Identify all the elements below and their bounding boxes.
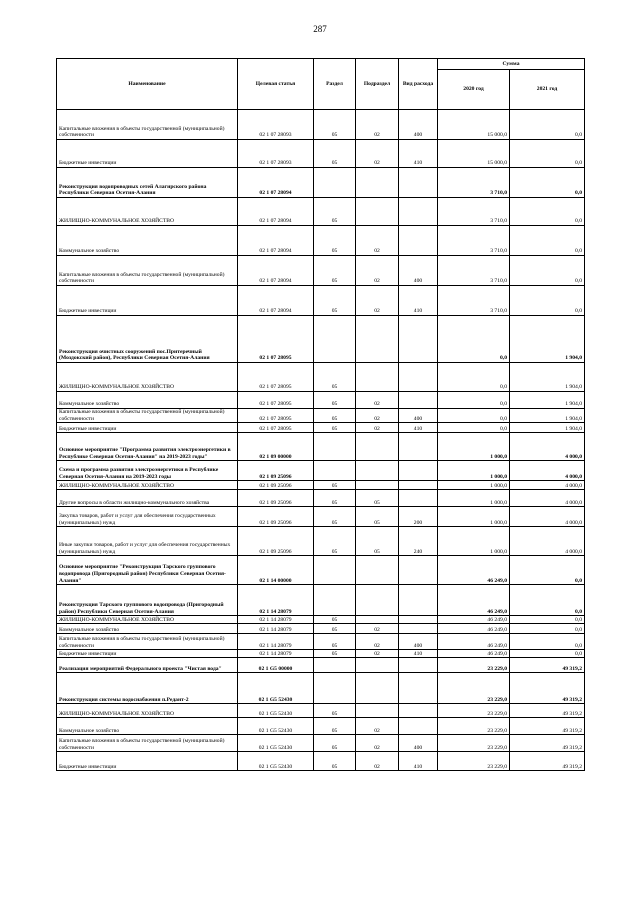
row-subsection <box>356 616 399 624</box>
row-name: Бюджетные инвестиции <box>57 423 238 433</box>
row-code: 02 1 07 28094 <box>238 198 314 226</box>
row-subsection <box>356 433 399 461</box>
row-code: 02 1 G5 52430 <box>238 718 314 735</box>
header-sum: Сумма <box>438 59 585 70</box>
row-2021: 49 319,2 <box>510 673 585 704</box>
table-row <box>57 527 585 556</box>
table-body <box>57 110 585 771</box>
row-subsection <box>356 316 399 363</box>
row-2021: 1 904,0 <box>510 409 585 423</box>
table-row <box>57 616 585 624</box>
row-2021: 0,0 <box>510 650 585 658</box>
row-code: 02 1 09 25096 <box>238 507 314 527</box>
row-expense-type <box>399 704 438 718</box>
row-2021: 49 319,2 <box>510 718 585 735</box>
table-row <box>57 650 585 658</box>
row-name: Бюджетные инвестиции <box>57 286 238 316</box>
row-section: 05 <box>314 718 356 735</box>
table-row <box>57 490 585 507</box>
row-2020: 15 000,0 <box>438 140 510 168</box>
row-expense-type <box>399 718 438 735</box>
row-name: Реконструкция очистных сооружений пос.Притеречный (Моздокский район), Республики Северная Осетия-Алания <box>57 316 238 363</box>
row-code: 02 1 07 28095 <box>238 363 314 392</box>
row-2020: 23 229,0 <box>438 735 510 752</box>
row-name: Капитальные вложения в объекты государственной (муниципальной) собственности <box>57 409 238 423</box>
row-2020: 0,0 <box>438 316 510 363</box>
row-section: 05 <box>314 226 356 256</box>
row-2020: 0,0 <box>438 392 510 409</box>
row-expense-type: 410 <box>399 286 438 316</box>
row-code: 02 1 07 28095 <box>238 423 314 433</box>
row-subsection: 02 <box>356 226 399 256</box>
row-section: 05 <box>314 650 356 658</box>
row-2020: 0,0 <box>438 423 510 433</box>
row-section <box>314 461 356 481</box>
row-code: 02 1 07 28094 <box>238 286 314 316</box>
row-expense-type <box>399 624 438 634</box>
row-2020: 1 000,0 <box>438 481 510 490</box>
header-subsection: Подраздел <box>356 59 399 110</box>
row-subsection <box>356 556 399 585</box>
row-name: Капитальные вложения в объекты государственной (муниципальной) собственности <box>57 735 238 752</box>
row-code: 02 1 07 28094 <box>238 256 314 286</box>
row-subsection: 02 <box>356 650 399 658</box>
row-expense-type: 410 <box>399 140 438 168</box>
row-code: 02 1 14 00000 <box>238 556 314 585</box>
row-2021: 0,0 <box>510 198 585 226</box>
row-section: 05 <box>314 735 356 752</box>
row-2021: 1 904,0 <box>510 423 585 433</box>
row-code: 02 1 07 28095 <box>238 316 314 363</box>
row-2021: 4 000,0 <box>510 481 585 490</box>
row-name: ЖИЛИЩНО-КОММУНАЛЬНОЕ ХОЗЯЙСТВО <box>57 363 238 392</box>
table-row <box>57 461 585 481</box>
header-2021: 2021 год <box>510 70 585 110</box>
row-section <box>314 585 356 616</box>
row-name: Коммунальное хозяйство <box>57 718 238 735</box>
row-expense-type <box>399 556 438 585</box>
header-expense-type: Вид расхода <box>399 59 438 110</box>
row-2020: 3 710,0 <box>438 256 510 286</box>
row-2021: 0,0 <box>510 110 585 140</box>
row-section: 05 <box>314 752 356 771</box>
row-expense-type <box>399 392 438 409</box>
header-name: Наименование <box>57 59 238 110</box>
row-section <box>314 168 356 198</box>
row-section <box>314 433 356 461</box>
row-name: Реконструкция Тарского группового водопровода (Пригородный район) Республики Северная Осетия-Алания <box>57 585 238 616</box>
row-expense-type <box>399 481 438 490</box>
table-row <box>57 673 585 704</box>
row-name: Другие вопросы в области жилищно-коммунального хозяйства <box>57 490 238 507</box>
row-2021: 4 000,0 <box>510 461 585 481</box>
row-expense-type <box>399 198 438 226</box>
page-number: 287 <box>313 24 327 34</box>
row-section <box>314 316 356 363</box>
row-2020: 23 229,0 <box>438 704 510 718</box>
row-code: 02 1 G5 52430 <box>238 752 314 771</box>
row-2021: 0,0 <box>510 168 585 198</box>
row-code: 02 1 07 28094 <box>238 168 314 198</box>
row-2020: 1 000,0 <box>438 507 510 527</box>
row-name: Капитальные вложения в объекты государственной (муниципальной) собственности <box>57 634 238 650</box>
table-row <box>57 433 585 461</box>
table-row <box>57 585 585 616</box>
row-2020: 23 229,0 <box>438 718 510 735</box>
row-subsection <box>356 198 399 226</box>
row-2021: 49 319,2 <box>510 704 585 718</box>
row-subsection: 02 <box>356 256 399 286</box>
row-section: 05 <box>314 256 356 286</box>
row-code: 02 1 14 28079 <box>238 616 314 624</box>
row-2020: 0,0 <box>438 363 510 392</box>
row-subsection <box>356 481 399 490</box>
table-row <box>57 409 585 423</box>
row-name: Реконструкция водопроводных сетей Алагирского района Республики Северная Осетия-Алания <box>57 168 238 198</box>
row-section <box>314 673 356 704</box>
row-subsection <box>356 363 399 392</box>
row-section <box>314 658 356 673</box>
row-expense-type: 410 <box>399 423 438 433</box>
row-name: Иные закупки товаров, работ и услуг для обеспечения государственных (муниципальных) нужд <box>57 527 238 556</box>
row-expense-type <box>399 226 438 256</box>
row-2021: 0,0 <box>510 226 585 256</box>
row-section: 05 <box>314 392 356 409</box>
row-2020: 1 000,0 <box>438 433 510 461</box>
row-2020: 46 249,0 <box>438 624 510 634</box>
row-2021: 0,0 <box>510 634 585 650</box>
row-section: 05 <box>314 140 356 168</box>
row-2020: 3 710,0 <box>438 226 510 256</box>
row-subsection <box>356 461 399 481</box>
row-name: Основное мероприятие "Программа развития электроэнергетики в Республике Северная Осетия-Алания" на 2019-2023 годы" <box>57 433 238 461</box>
row-code: 02 1 07 28093 <box>238 140 314 168</box>
row-2020: 1 000,0 <box>438 527 510 556</box>
row-2021: 1 904,0 <box>510 363 585 392</box>
table-row <box>57 634 585 650</box>
row-2021: 1 904,0 <box>510 316 585 363</box>
row-subsection: 02 <box>356 735 399 752</box>
row-2020: 23 229,0 <box>438 673 510 704</box>
row-expense-type <box>399 658 438 673</box>
row-subsection: 02 <box>356 752 399 771</box>
row-2021: 0,0 <box>510 556 585 585</box>
row-section: 05 <box>314 527 356 556</box>
table-row <box>57 226 585 256</box>
row-2021: 0,0 <box>510 140 585 168</box>
row-section: 05 <box>314 286 356 316</box>
row-subsection: 02 <box>356 286 399 316</box>
table-row <box>57 140 585 168</box>
row-name: Капитальные вложения в объекты государственной (муниципальной) собственности <box>57 256 238 286</box>
row-2020: 23 229,0 <box>438 658 510 673</box>
row-code: 02 1 07 28095 <box>238 409 314 423</box>
row-section: 05 <box>314 409 356 423</box>
row-expense-type: 410 <box>399 752 438 771</box>
row-expense-type <box>399 616 438 624</box>
row-subsection <box>356 673 399 704</box>
row-subsection <box>356 168 399 198</box>
table-row <box>57 316 585 363</box>
row-section: 05 <box>314 624 356 634</box>
row-code: 02 1 G5 52430 <box>238 735 314 752</box>
row-section: 05 <box>314 507 356 527</box>
row-2020: 1 000,0 <box>438 490 510 507</box>
row-section: 05 <box>314 490 356 507</box>
row-2021: 1 904,0 <box>510 392 585 409</box>
row-name: Бюджетные инвестиции <box>57 140 238 168</box>
row-subsection: 02 <box>356 634 399 650</box>
row-subsection <box>356 704 399 718</box>
row-subsection: 02 <box>356 423 399 433</box>
row-expense-type: 400 <box>399 256 438 286</box>
row-code: 02 1 14 28079 <box>238 585 314 616</box>
row-2020: 3 710,0 <box>438 198 510 226</box>
row-2020: 23 229,0 <box>438 752 510 771</box>
row-2021: 4 000,0 <box>510 507 585 527</box>
row-code: 02 1 07 28093 <box>238 110 314 140</box>
row-2021: 0,0 <box>510 286 585 316</box>
row-code: 02 1 09 25096 <box>238 490 314 507</box>
row-section: 05 <box>314 423 356 433</box>
row-code: 02 1 07 28094 <box>238 226 314 256</box>
row-section: 05 <box>314 704 356 718</box>
row-subsection: 02 <box>356 392 399 409</box>
table-row <box>57 556 585 585</box>
row-subsection: 02 <box>356 110 399 140</box>
row-2020: 46 249,0 <box>438 634 510 650</box>
row-2020: 46 249,0 <box>438 585 510 616</box>
row-2021: 0,0 <box>510 256 585 286</box>
row-name: ЖИЛИЩНО-КОММУНАЛЬНОЕ ХОЗЯЙСТВО <box>57 481 238 490</box>
row-name: ЖИЛИЩНО-КОММУНАЛЬНОЕ ХОЗЯЙСТВО <box>57 704 238 718</box>
row-2020: 1 000,0 <box>438 461 510 481</box>
row-2021: 0,0 <box>510 616 585 624</box>
table-row <box>57 507 585 527</box>
row-2021: 49 319,2 <box>510 735 585 752</box>
row-subsection: 02 <box>356 718 399 735</box>
row-expense-type: 400 <box>399 735 438 752</box>
header-section: Раздел <box>314 59 356 110</box>
row-2021: 4 000,0 <box>510 490 585 507</box>
budget-table <box>56 58 585 771</box>
row-subsection: 05 <box>356 490 399 507</box>
row-name: Реконструкция системы водоснабжения п.Редант-2 <box>57 673 238 704</box>
row-expense-type <box>399 316 438 363</box>
row-2021: 0,0 <box>510 624 585 634</box>
row-name: Коммунальное хозяйство <box>57 226 238 256</box>
row-subsection: 05 <box>356 527 399 556</box>
row-subsection: 02 <box>356 140 399 168</box>
row-name: Схема и программа развития электроэнергетики в Республике Северная Осетия-Алания на 2019-2023 годы <box>57 461 238 481</box>
row-name: Бюджетные инвестиции <box>57 650 238 658</box>
row-section: 05 <box>314 616 356 624</box>
row-code: 02 1 09 25096 <box>238 481 314 490</box>
row-code: 02 1 09 25096 <box>238 527 314 556</box>
row-expense-type <box>399 490 438 507</box>
row-subsection: 02 <box>356 624 399 634</box>
row-expense-type: 400 <box>399 110 438 140</box>
row-section: 05 <box>314 363 356 392</box>
table-row <box>57 658 585 673</box>
row-2021: 4 000,0 <box>510 527 585 556</box>
table-row <box>57 423 585 433</box>
table-row <box>57 704 585 718</box>
row-expense-type <box>399 168 438 198</box>
row-2020: 46 249,0 <box>438 616 510 624</box>
table-row <box>57 286 585 316</box>
row-section: 05 <box>314 634 356 650</box>
table-row <box>57 718 585 735</box>
row-2021: 4 000,0 <box>510 433 585 461</box>
table-row <box>57 752 585 771</box>
row-code: 02 1 14 28079 <box>238 624 314 634</box>
table-row <box>57 481 585 490</box>
row-name: ЖИЛИЩНО-КОММУНАЛЬНОЕ ХОЗЯЙСТВО <box>57 198 238 226</box>
table-row <box>57 735 585 752</box>
row-expense-type <box>399 363 438 392</box>
row-2021: 0,0 <box>510 585 585 616</box>
row-expense-type: 410 <box>399 650 438 658</box>
row-name: Бюджетные инвестиции <box>57 752 238 771</box>
row-name: Реализация мероприятий Федерального проекта "Чистая вода" <box>57 658 238 673</box>
row-expense-type <box>399 673 438 704</box>
row-expense-type <box>399 433 438 461</box>
row-name: Коммунальное хозяйство <box>57 392 238 409</box>
row-name: ЖИЛИЩНО-КОММУНАЛЬНОЕ ХОЗЯЙСТВО <box>57 616 238 624</box>
row-section <box>314 556 356 585</box>
row-code: 02 1 G5 52430 <box>238 704 314 718</box>
row-expense-type: 400 <box>399 409 438 423</box>
row-name: Закупка товаров, работ и услуг для обеспечения государственных (муниципальных) нужд <box>57 507 238 527</box>
row-code: 02 1 14 28079 <box>238 650 314 658</box>
row-subsection: 05 <box>356 507 399 527</box>
row-subsection: 02 <box>356 409 399 423</box>
header-2020: 2020 год <box>438 70 510 110</box>
row-name: Коммунальное хозяйство <box>57 624 238 634</box>
table-row <box>57 256 585 286</box>
row-name: Капитальные вложения в объекты государственной (муниципальной) собственности <box>57 110 238 140</box>
row-expense-type: 200 <box>399 507 438 527</box>
row-code: 02 1 09 00000 <box>238 433 314 461</box>
row-expense-type: 240 <box>399 527 438 556</box>
row-code: 02 1 07 28095 <box>238 392 314 409</box>
table-row <box>57 363 585 392</box>
row-section: 05 <box>314 110 356 140</box>
row-code: 02 1 09 25096 <box>238 461 314 481</box>
row-expense-type: 400 <box>399 634 438 650</box>
table-row <box>57 392 585 409</box>
row-expense-type <box>399 461 438 481</box>
row-code: 02 1 G5 00000 <box>238 658 314 673</box>
table-row <box>57 168 585 198</box>
row-2020: 46 249,0 <box>438 556 510 585</box>
row-subsection <box>356 658 399 673</box>
row-section: 05 <box>314 198 356 226</box>
table-row <box>57 110 585 140</box>
row-expense-type <box>399 585 438 616</box>
header-target: Целевая статья <box>238 59 314 110</box>
row-2021: 49 319,2 <box>510 658 585 673</box>
row-2020: 3 710,0 <box>438 286 510 316</box>
row-2020: 46 249,0 <box>438 650 510 658</box>
table-row <box>57 624 585 634</box>
row-subsection <box>356 585 399 616</box>
row-2020: 15 000,0 <box>438 110 510 140</box>
row-name: Основное мероприятие "Реконструкция Тарского группового водопровода (Пригородный район) Республики Северная Осетия-Алания" <box>57 556 238 585</box>
row-code: 02 1 G5 52430 <box>238 673 314 704</box>
row-2020: 0,0 <box>438 409 510 423</box>
row-section: 05 <box>314 481 356 490</box>
table-row <box>57 198 585 226</box>
row-code: 02 1 14 28079 <box>238 634 314 650</box>
row-2021: 49 319,2 <box>510 752 585 771</box>
row-2020: 3 710,0 <box>438 168 510 198</box>
